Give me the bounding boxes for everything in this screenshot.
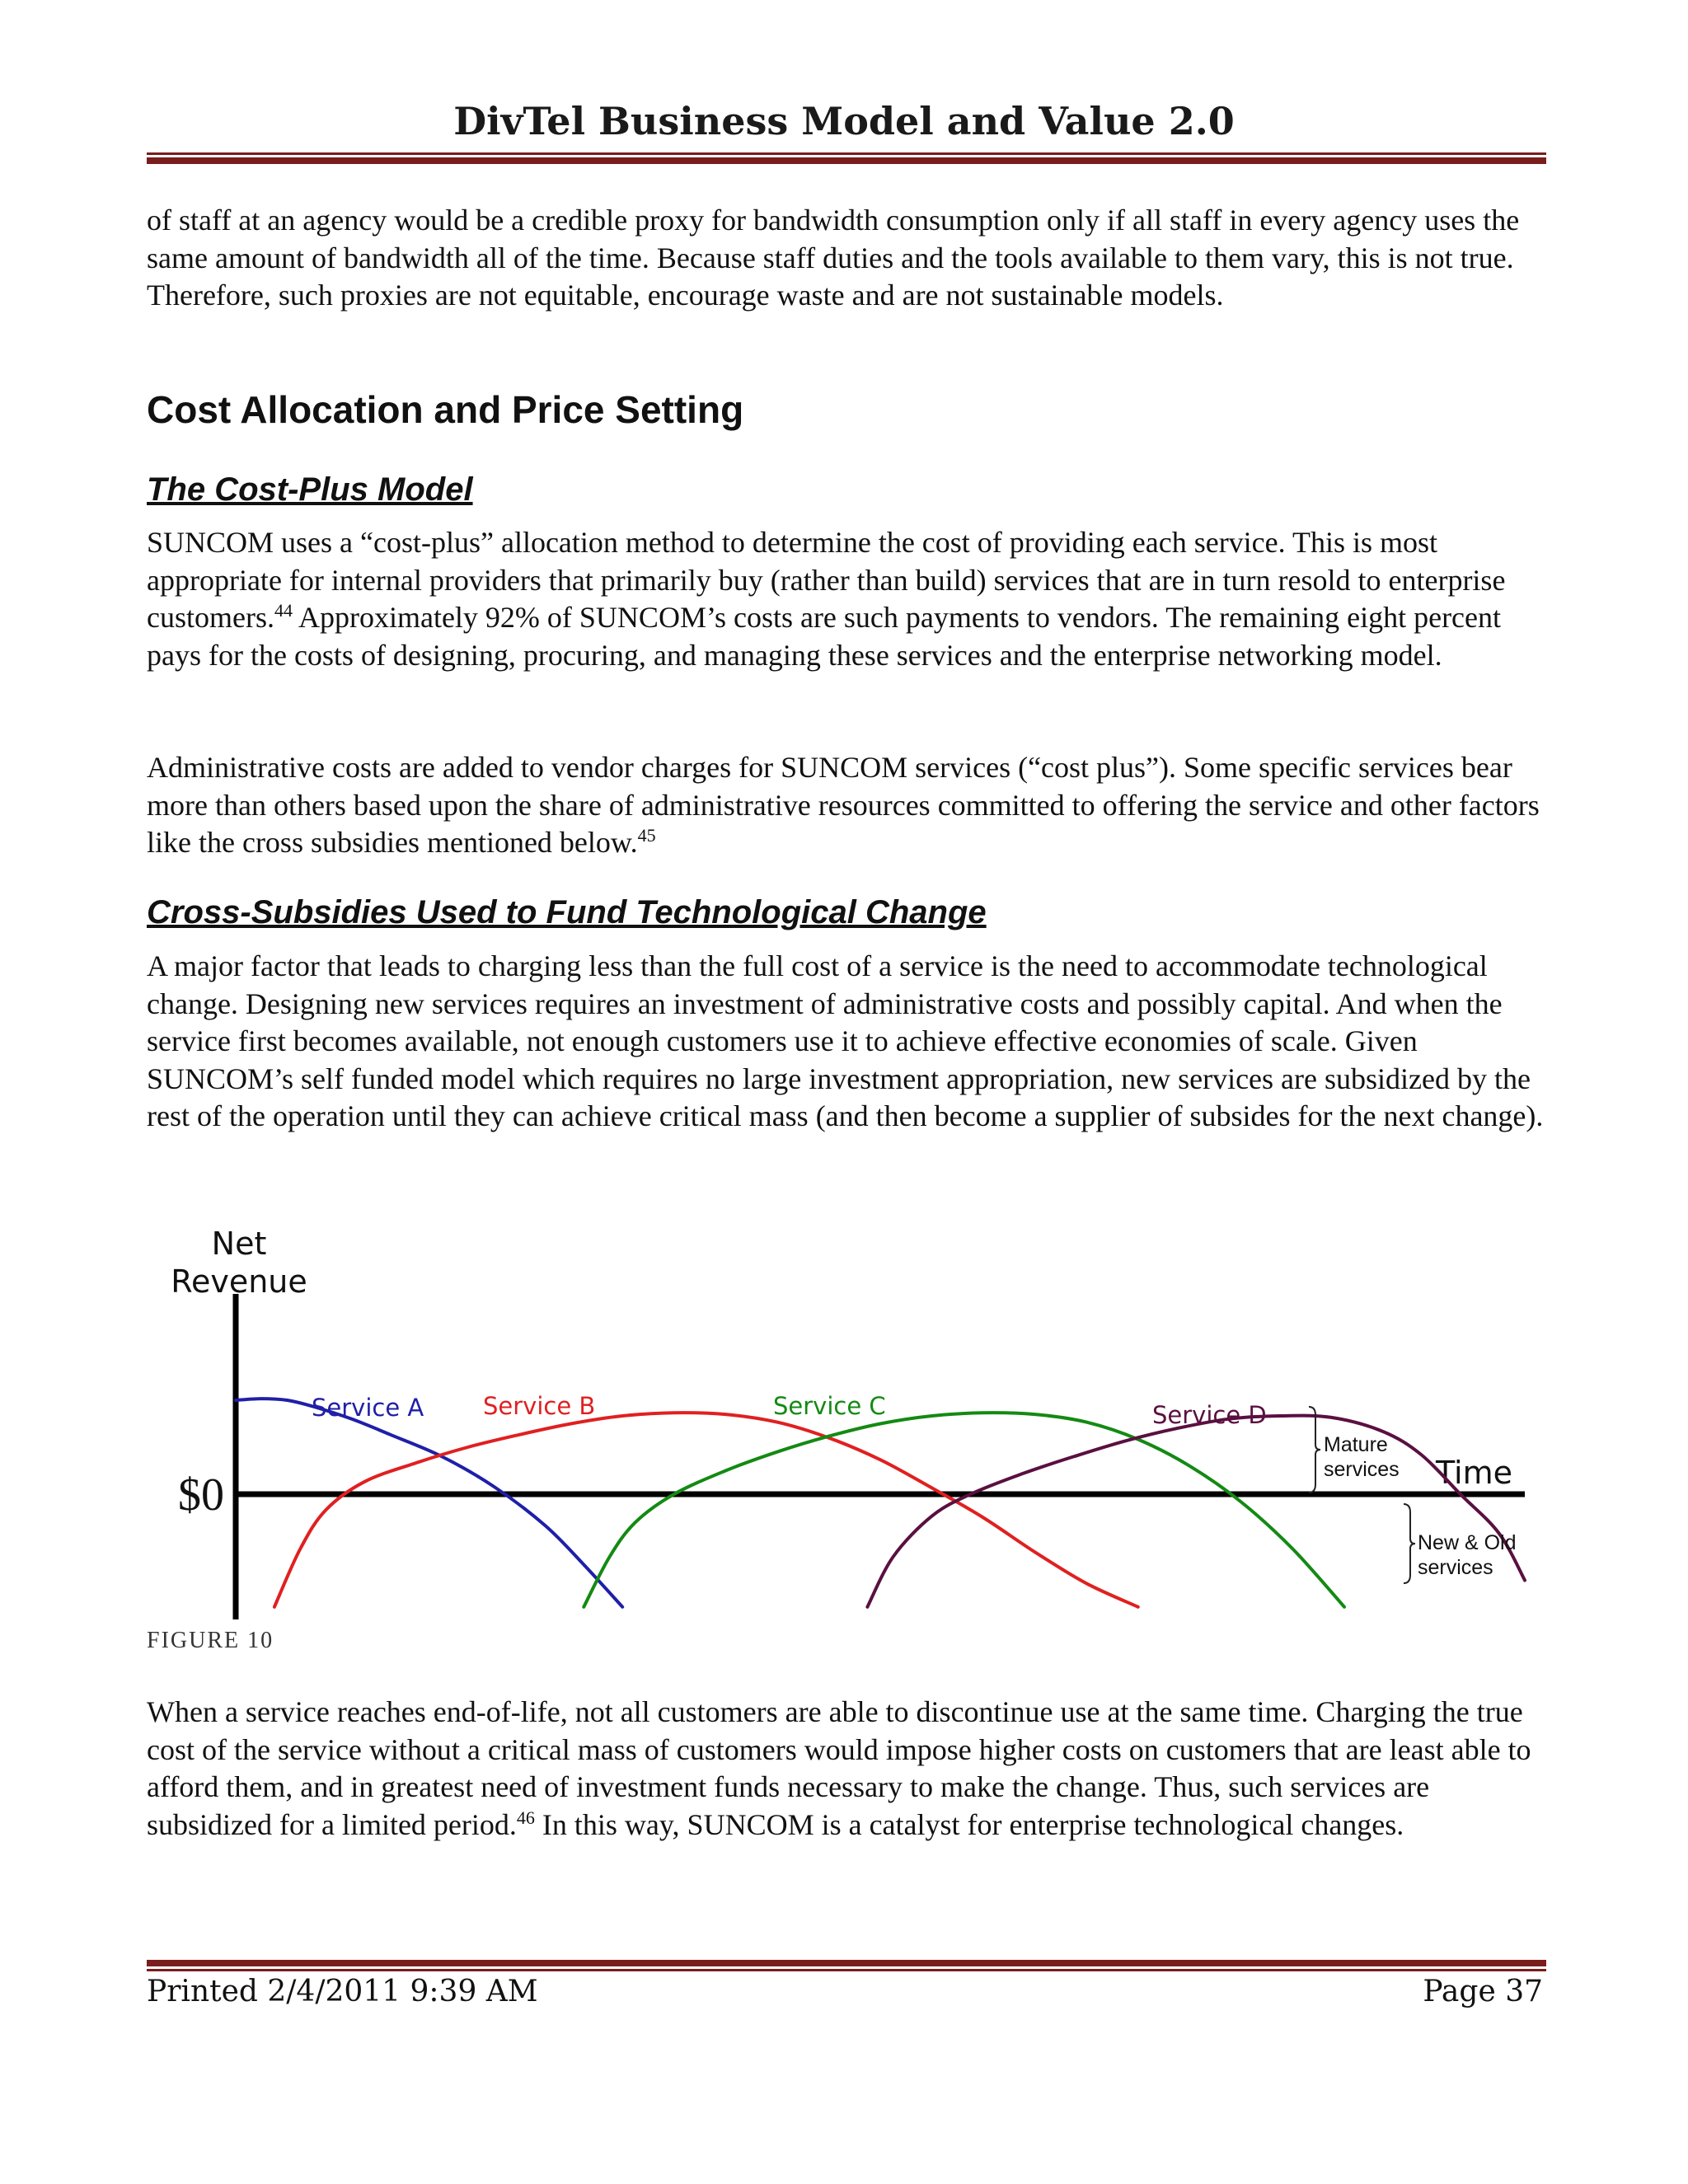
footnote-ref-45: 45 — [637, 825, 656, 846]
cross-subsidies-paragraph: A major factor that leads to charging less than the full cost of a service is the need to accommodate technological change. Designing new services requires an investment of administrative costs and possibly capital. And when the service first becomes available, not enough customers use it to achieve effective economies of scale. Given SUNCOM’s self funded model which requires no large investment appropriation, new services are subsidized by the rest of the operation until they can achieve critical mass (and then become a supplier of subsides for the next change). — [147, 949, 1544, 1132]
cost-plus-heading: The Cost-Plus Model — [147, 471, 473, 508]
figure-caption: FIGURE 10 — [147, 1628, 274, 1653]
mature-services-brace — [1309, 1407, 1320, 1493]
cost-plus-p2-text: Administrative costs are added to vendor charges for SUNCOM services (“cost plus”). Some specific services bear more than others based upon the share of administrative resources committed to offering the service and other factors like the cross subsidies mentioned below. — [147, 751, 1540, 859]
zero-label: $0 — [178, 1469, 224, 1521]
new-old-services-brace — [1404, 1504, 1415, 1583]
series-label-d: Service D — [1152, 1401, 1267, 1429]
cost-plus-paragraph-2 — [147, 749, 1548, 862]
header-divider — [147, 152, 1546, 164]
annotation-new-old-line1: New & Old — [1418, 1531, 1517, 1554]
closing-paragraph — [147, 1694, 1548, 1844]
series-line-a — [236, 1399, 622, 1607]
cost-plus-p1-text-a: SUNCOM uses a “cost-plus” allocation method to determine the cost of providing each service. This is most appropriate for internal providers that primarily buy (rather than build) services that are in turn resold to enterprise customers. — [147, 526, 1506, 634]
cross-subsidies-heading: Cross-Subsidies Used to Fund Technological Change — [147, 894, 987, 930]
closing-text-a: When a service reaches end-of-life, not all customers are able to discontinue use at the same time. Charging the true cost of the service without a critical mass of customers would impose higher costs on customers that are least able to afford them, and in greatest need of investment funds necessary to make the change. Thus, such services are subsidized for a limited period. — [147, 1695, 1531, 1841]
footnote-ref-46: 46 — [516, 1807, 535, 1828]
annotation-mature-line1: Mature — [1324, 1433, 1388, 1456]
series-label-c: Service C — [773, 1392, 886, 1420]
series-layer — [236, 1399, 1525, 1607]
series-label-a: Service A — [312, 1394, 424, 1422]
series-label-b: Service B — [483, 1392, 596, 1420]
footer-printed-date: Printed 2/4/2011 9:39 AM — [147, 1975, 538, 2008]
footer-divider — [147, 1960, 1546, 1971]
footnote-ref-44: 44 — [274, 600, 293, 621]
intro-paragraph: of staff at an agency would be a credible proxy for bandwidth consumption only if all staff in every agency uses the same amount of bandwidth all of the time. Because staff duties and the tools available to them vary, this is not true. Therefore, such proxies are not equitable, encourage waste and are not sustainable models. — [147, 204, 1520, 312]
annotation-new-old-line2: services — [1418, 1556, 1493, 1579]
y-axis-label-line2: Revenue — [171, 1263, 307, 1300]
document-header-title: DivTel Business Model and Value 2.0 — [453, 99, 1235, 143]
x-axis-label: Time — [1436, 1455, 1512, 1491]
y-axis-label-line1: Net — [211, 1226, 267, 1262]
footer-page-number: Page 37 — [1423, 1975, 1543, 2008]
section-heading: Cost Allocation and Price Setting — [147, 388, 744, 431]
cost-plus-p1-text-b: Approximately 92% of SUNCOM’s costs are such payments to vendors. The remaining eight percent pays for the costs of designing, procuring, and managing these services and the enterprise networking model. — [147, 601, 1502, 672]
cost-plus-paragraph-1 — [147, 524, 1548, 674]
annotation-mature-line2: services — [1324, 1458, 1400, 1481]
net-revenue-chart — [147, 1216, 1548, 1628]
series-line-c — [584, 1413, 1344, 1607]
chart-axes — [236, 1294, 1525, 1619]
closing-text-b: In this way, SUNCOM is a catalyst for enterprise technological changes. — [534, 1807, 1404, 1841]
